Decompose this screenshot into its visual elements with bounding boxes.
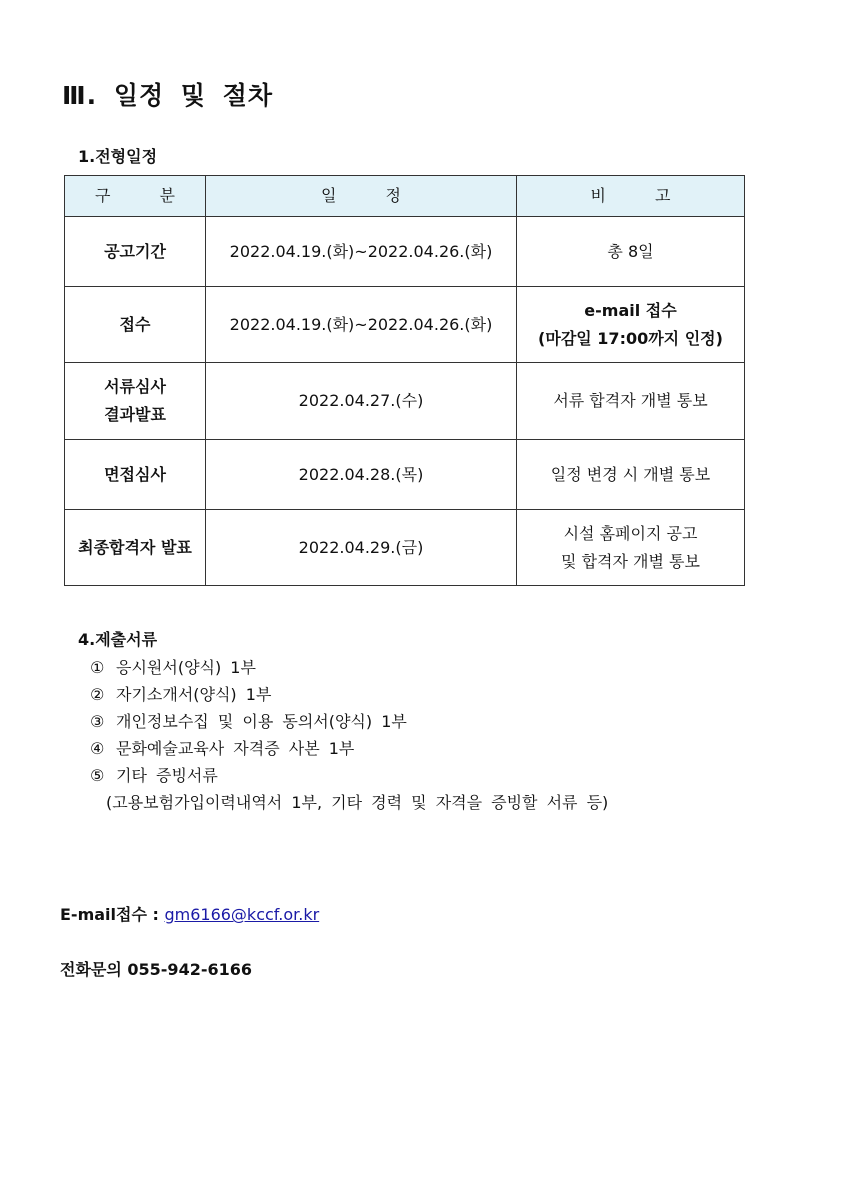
row-category	[65, 217, 206, 287]
item-text: 기타 증빙서류	[116, 766, 218, 785]
category-line: 최종합격자 발표	[78, 537, 192, 557]
category-line: 접수	[119, 314, 151, 334]
phone-contact: 전화문의 055-942-6166	[60, 960, 253, 979]
table-row	[65, 287, 745, 363]
item-number: ⑤	[90, 766, 105, 785]
category-line: 서류심사	[104, 377, 166, 396]
documents-note: (고용보험가입이력내역서 1부, 기타 경력 및 자격을 증빙할 서류 등)	[106, 793, 609, 812]
table-row	[65, 510, 745, 586]
note-line: 서류 합격자 개별 통보	[553, 391, 708, 410]
row-note	[517, 217, 745, 287]
section-title: Ⅲ. 일정 및 절차	[62, 81, 273, 110]
table-row	[65, 363, 745, 440]
note-line: 총 8일	[607, 241, 654, 261]
category-line: 면접심사	[104, 464, 166, 484]
note-line: e-mail 접수	[584, 300, 677, 320]
documents-list	[78, 654, 608, 789]
row-category	[65, 510, 206, 586]
row-date: 2022.04.27.(수)	[206, 363, 517, 440]
note-line: 및 합격자 개별 통보	[561, 551, 700, 571]
row-note	[517, 510, 745, 586]
email-contact	[60, 902, 319, 925]
documents-section	[78, 628, 608, 816]
category-line: 결과발표	[104, 405, 166, 424]
list-item	[90, 654, 608, 681]
row-date: 2022.04.19.(화)~2022.04.26.(화)	[206, 217, 517, 287]
item-text: 자기소개서(양식) 1부	[116, 685, 272, 704]
row-note	[517, 363, 745, 440]
item-text: 개인정보수집 및 이용 동의서(양식) 1부	[116, 712, 407, 731]
item-number: ②	[90, 685, 105, 704]
row-date: 2022.04.29.(금)	[206, 510, 517, 586]
item-number: ①	[90, 658, 105, 677]
header-category: 구 분	[65, 176, 206, 217]
row-note	[517, 440, 745, 510]
row-date: 2022.04.28.(목)	[206, 440, 517, 510]
row-category	[65, 440, 206, 510]
table-row	[65, 217, 745, 287]
schedule-heading: 1.전형일정	[78, 147, 158, 166]
row-note	[517, 287, 745, 363]
row-date: 2022.04.19.(화)~2022.04.26.(화)	[206, 287, 517, 363]
category-line: 공고기간	[104, 241, 166, 261]
header-note: 비 고	[517, 176, 745, 217]
table-row	[65, 440, 745, 510]
row-category	[65, 287, 206, 363]
header-date: 일 정	[206, 176, 517, 217]
list-item	[90, 708, 608, 735]
documents-heading: 4.제출서류	[78, 630, 158, 649]
list-item	[90, 681, 608, 708]
schedule-header-row	[65, 176, 745, 217]
item-text: 응시원서(양식) 1부	[116, 658, 256, 677]
note-line: 시설 홈페이지 공고	[563, 523, 698, 543]
note-line: 일정 변경 시 개별 통보	[550, 464, 711, 484]
note-line: (마감일 17:00까지 인정)	[538, 328, 723, 348]
row-category	[65, 363, 206, 440]
list-item	[90, 735, 608, 762]
item-number: ③	[90, 712, 105, 731]
email-label: E-mail접수 :	[60, 905, 165, 924]
list-item	[90, 762, 608, 789]
item-number: ④	[90, 739, 105, 758]
email-link[interactable]: gm6166@kccf.or.kr	[164, 905, 320, 924]
item-text: 문화예술교육사 자격증 사본 1부	[116, 739, 355, 758]
schedule-table	[64, 175, 745, 586]
